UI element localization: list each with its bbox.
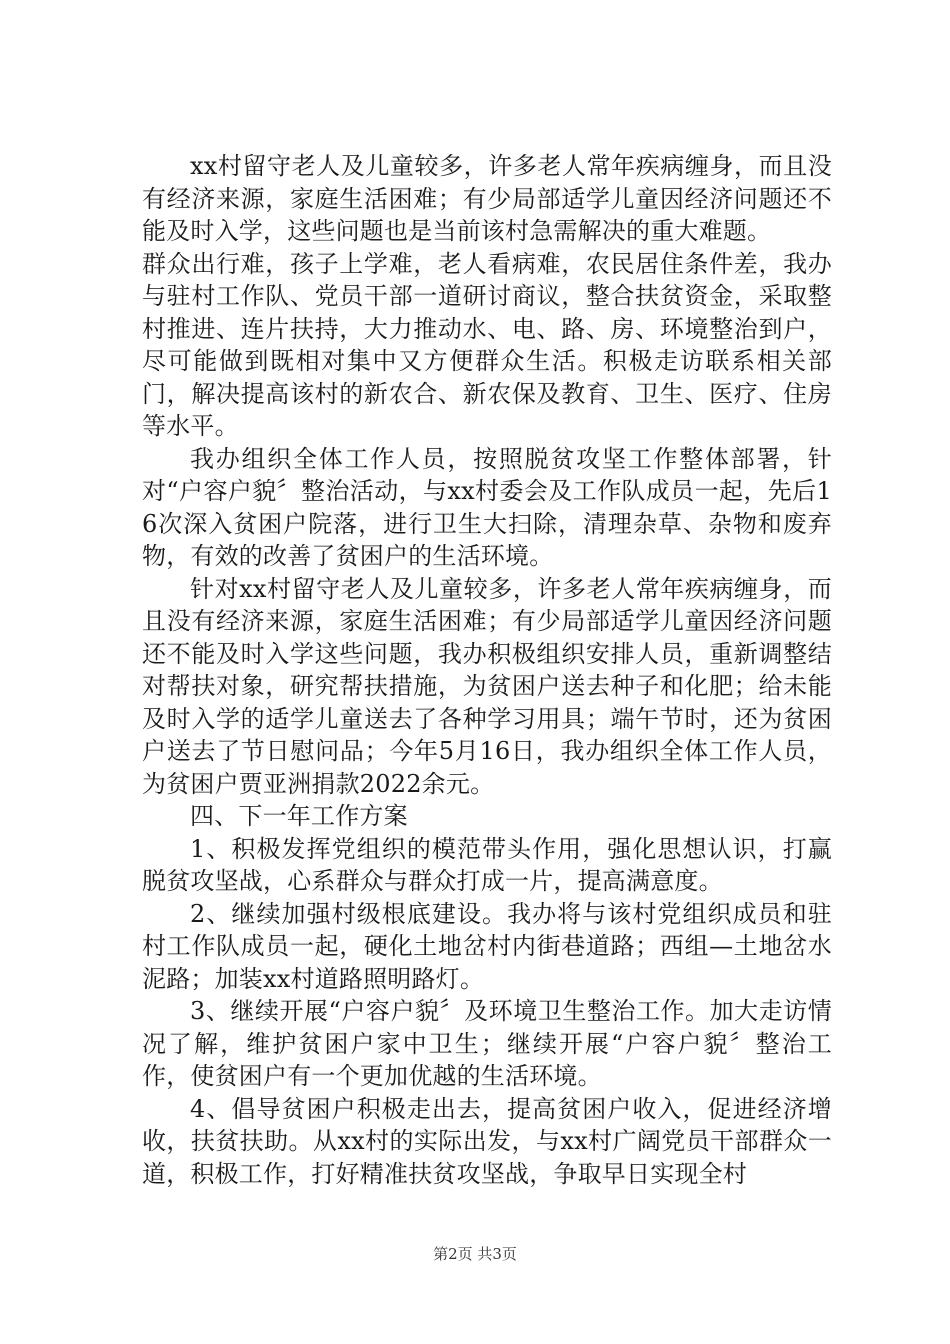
- paragraph-village-elderly-children: xx村留守老人及儿童较多，许多老人常年疾病缠身，而且没有经济来源，家庭生活困难；有少局部适学儿童因经济问题还不能及时入学，这些问题也是当前该村急需解决的重大难题。: [142, 152, 832, 245]
- document-body: [142, 150, 832, 1190]
- plan-item-3: 3、继续开展“户容户貌〞及环境卫生整治工作。加大走访情况了解，维护贫困户家中卫生；继续开展“户容户貌〞整治工作，使贫困户有一个更加优越的生活环境。: [142, 997, 832, 1090]
- plan-item-4: 4、倡导贫困户积极走出去，提高贫困户收入，促进经济增收，扶贫扶助。从xx村的实际出发，与xx村广阔党员干部群众一道，积极工作，打好精准扶贫攻坚战，争取早日实现全村: [142, 1094, 832, 1188]
- plan-item-2: 2、继续加强村级根底建设。我办将与该村党组织成员和驻村工作队成员一起，硬化土地岔村内街巷道路；西组—土地岔水泥路；加装xx村道路照明路灯。: [142, 899, 832, 993]
- paragraph-poverty-measures: 群众出行难，孩子上学难，老人看病难，农民居住条件差，我办与驻村工作队、党员干部一道研讨商议，整合扶贫资金，采取整村推进、连片扶持，大力推动水、电、路、房、环境整治到户，尽可能做到既相对集中又方便群众生活。积极走访联系相关部门，解决提高该村的新农合、新农保及教育、卫生、医疗、住房等水平。: [142, 249, 832, 440]
- paragraph-assistance-actions: 针对xx村留守老人及儿童较多，许多老人常年疾病缠身，而且没有经济来源，家庭生活困难；有少局部适学儿童因经济问题还不能及时入学这些问题，我办积极组织安排人员，重新调整结对帮扶对象，研究帮扶措施，为贫困户送去种子和化肥；给未能及时入学的适学儿童送去了各种学习用具；端午节时，还为贫困户送去了节日慰问品；今年5月16日，我办组织全体工作人员，为贫困户贾亚洲捐款2022余元。: [142, 574, 832, 798]
- page-number-footer: 第2页 共3页: [433, 1245, 517, 1263]
- plan-item-1: 1、积极发挥党组织的模范带头作用，强化思想认识，打赢脱贫攻坚战，心系群众与群众打成一片，提高满意度。: [142, 834, 832, 895]
- paragraph-environment-cleanup: 我办组织全体工作人员，按照脱贫攻坚工作整体部署，针对“户容户貌〞整治活动，与xx村委会及工作队成员一起，先后16次深入贫困户院落，进行卫生大扫除，清理杂草、杂物和废弃物，有效的改善了贫困户的生活环境。: [142, 444, 832, 570]
- section-heading-next-year-plan: 四、下一年工作方案: [190, 802, 408, 830]
